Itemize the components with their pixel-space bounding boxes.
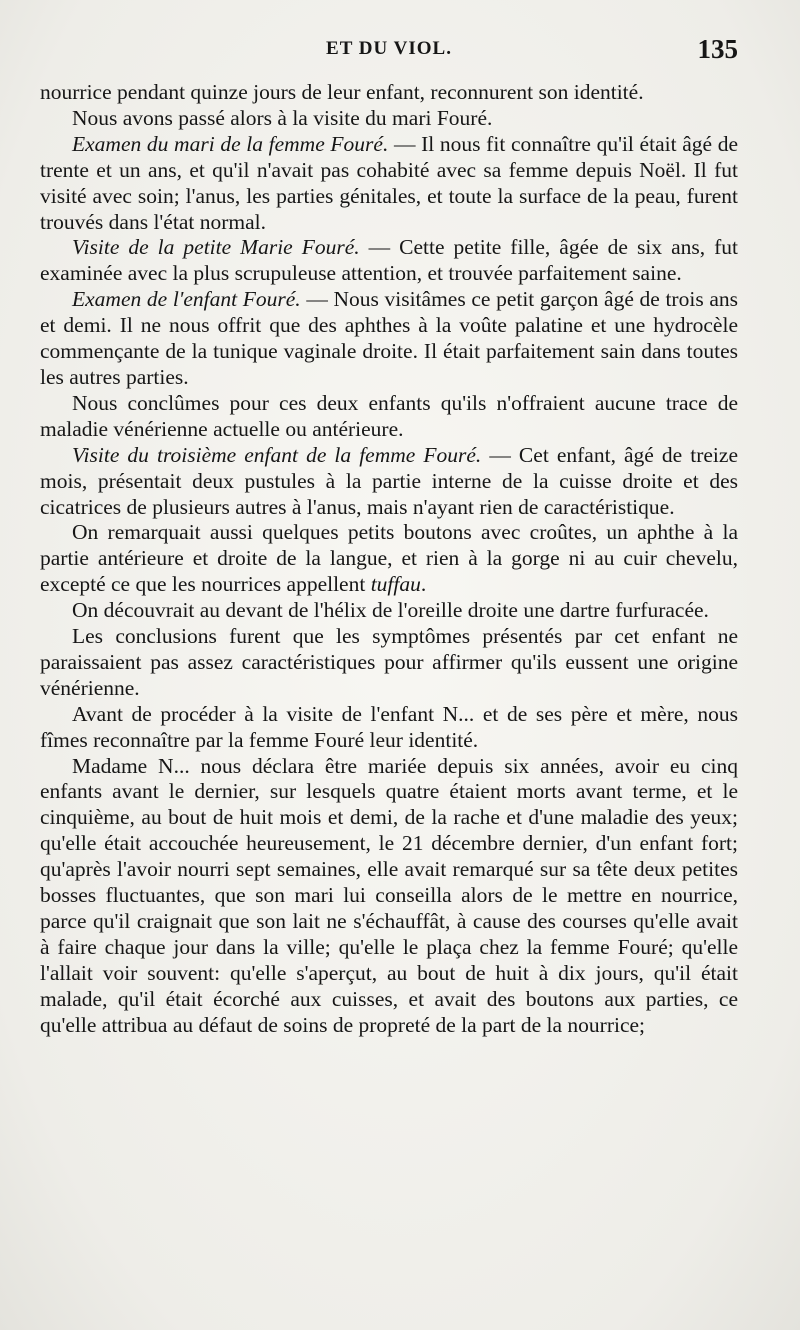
paragraph <box>40 598 738 624</box>
paragraph <box>40 754 738 1039</box>
paragraph-text: nourrice pendant quinze jours de leur enfant, reconnurent son identité. <box>40 80 644 104</box>
paragraph <box>40 80 738 106</box>
paragraph <box>40 235 738 287</box>
paragraph-text: — Cet enfant, âgé de treize mois, présentait deux pustules à la partie interne de la cuisse droite et des cicatrices de plusieurs autres à l'anus, mais n'ayant rien de caractéristique. <box>40 442 738 519</box>
paragraph-text: Les conclusions furent que les symptômes présentés par cet enfant ne paraissaient pas assez caractéristiques pour affirmer qu'ils eussent une origine vénérienne. <box>40 624 738 700</box>
running-title: ET DU VIOL. <box>326 38 452 59</box>
page-header <box>40 34 738 66</box>
paragraph-heading: Examen du mari de la femme Fouré. <box>72 131 389 156</box>
paragraph-text: Avant de procéder à la visite de l'enfant N... et de ses père et mère, nous fîmes reconnaître par la femme Fouré leur identité. <box>40 701 738 752</box>
page-number: 135 <box>697 34 738 64</box>
paragraph <box>40 702 738 754</box>
paragraph-text: On découvrait au devant de l'hélix de l'oreille droite une dartre furfuracée. <box>72 598 709 623</box>
paragraph <box>40 520 738 598</box>
paragraph-tail: . <box>420 572 427 597</box>
paragraph <box>40 391 738 443</box>
page-body <box>40 80 738 1039</box>
paragraph <box>40 443 738 521</box>
paragraph-text: Nous conclûmes pour ces deux enfants qu'ils n'offraient aucune trace de maladie vénérienne actuelle ou antérieure. <box>40 390 738 441</box>
paragraph-text: Madame N... nous déclara être mariée depuis six années, avoir eu cinq enfants avant le dernier, sur lesquels quatre étaient morts avant terme, et le cinquième, au bout de huit mois et demi, de la rache et d'une maladie des yeux; qu'elle était accouchée heureusement, le 21 décembre dernier, d'un enfant fort; qu'après l'avoir nourri sept semaines, elle avait remarqué sur sa tête deux petites bosses fluctuantes, que son mari lui conseilla alors de le mettre en nourrice, parce qu'il craignait que son lait ne s'échauffât, à cause des courses qu'elle avait à faire chaque jour dans la ville; qu'elle le plaça chez la femme Fouré; qu'elle l'allait voir souvent: qu'elle s'aperçut, au bout de huit à dix jours, qu'il était malade, qu'il était écorché aux cuisses, et avait des boutons aux parties, ce qu'elle attribua au défaut de soins de propreté de la part de la nourrice; <box>40 753 738 1037</box>
italic-term: tuffau <box>370 572 421 597</box>
paragraph <box>40 624 738 702</box>
paragraph-text: On remarquait aussi quelques petits boutons avec croûtes, un aphthe à la partie antérieure et droite de la langue, et rien à la gorge ni au cuir chevelu, excepté ce que les nourrices appellent <box>40 520 738 597</box>
paragraph-heading: Visite du troisième enfant de la femme Fouré. <box>72 442 482 467</box>
paragraph-heading: Examen de l'enfant Fouré. <box>72 287 301 312</box>
paragraph-text: — Cette petite fille, âgée de six ans, fut examinée avec la plus scrupuleuse attention, et trouvée parfaitement saine. <box>40 235 738 286</box>
paragraph-text: — Il nous fit connaître qu'il était âgé de trente et un ans, et qu'il n'avait pas cohabité avec sa femme depuis Noël. Il fut visité avec soin; l'anus, les parties génitales, et toute la surface de la peau, furent trouvés dans l'état normal. <box>40 131 738 234</box>
paragraph <box>40 132 738 236</box>
paragraph <box>40 287 738 391</box>
paragraph-heading: Visite de la petite Marie Fouré. <box>72 235 360 260</box>
paragraph-text: — Nous visitâmes ce petit garçon âgé de trois ans et demi. Il ne nous offrit que des aphthes à la voûte palatine et une hydrocèle commençante de la tunique vaginale droite. Il était parfaitement sain dans toutes les autres parties. <box>40 287 738 389</box>
paragraph <box>40 106 738 132</box>
paragraph-text: Nous avons passé alors à la visite du mari Fouré. <box>72 105 493 130</box>
